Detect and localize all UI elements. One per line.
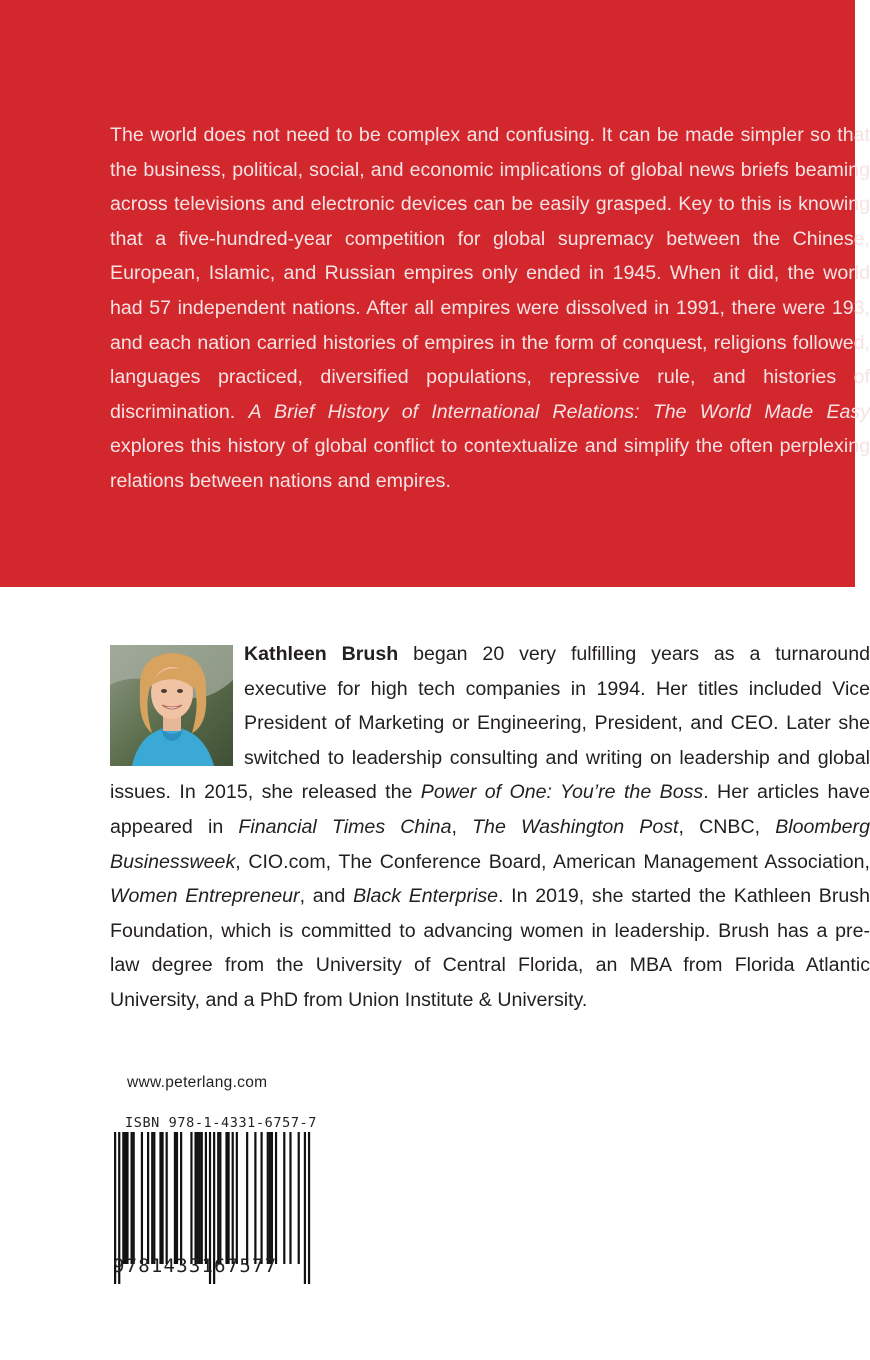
bio-text: , and	[299, 885, 354, 908]
description-text-end: explores this history of global conflict to contextualize and simplify the often perplexing relations between nations and empires.	[110, 435, 870, 492]
barcode-bar	[199, 1132, 201, 1264]
book-description	[110, 118, 870, 499]
publication-name: Bloomberg Businessweek	[110, 815, 870, 873]
description-text: The world does not need to be complex and confusing. It can be made simpler so that the business, political, social, and economic implications of global news briefs beaming across televisions and electronic devices can be easily grasped. Key to this is knowing that a five-hundred-year competition for global supremacy between the Chinese, European, Islamic, and Russian empires only ended in 1945. When it did, the world had 57 independent nations. After all empires were dissolved in 1991, there were 193, and each nation carried histories of empires in the form of conquest, religions followed, languages practiced, diversified populations, repressive rule, and histories of discrimination.	[110, 124, 870, 423]
barcode-bar	[161, 1132, 163, 1264]
barcode-bar	[304, 1132, 306, 1284]
bio-text: ,	[451, 815, 473, 838]
barcode-bar	[275, 1132, 277, 1264]
barcode-bar	[180, 1132, 182, 1264]
barcode-bar	[159, 1132, 161, 1264]
barcode-bar	[133, 1132, 135, 1264]
publication-name: Financial Times China	[238, 815, 452, 838]
isbn-label: ISBN 978-1-4331-6757-7	[125, 1115, 318, 1131]
barcode-bar	[271, 1132, 273, 1264]
barcode-bar	[166, 1132, 168, 1264]
barcode-bar	[151, 1132, 153, 1264]
description-paragraph	[110, 118, 870, 499]
barcode-bar	[131, 1132, 133, 1264]
barcode-bar	[124, 1132, 126, 1264]
barcode-bar	[201, 1132, 203, 1264]
bio-text: , CIO.com, The Conference Board, American Management Association,	[235, 850, 870, 873]
barcode-bar	[217, 1132, 219, 1264]
barcode-bar	[267, 1132, 269, 1264]
barcode-bar	[227, 1132, 229, 1264]
bio-paragraph	[110, 637, 870, 1018]
publisher-website: www.peterlang.com	[127, 1074, 268, 1091]
barcode-bar	[122, 1132, 124, 1264]
barcode-digits: 9781433167577	[113, 1255, 278, 1277]
publication-name: Black Enterprise	[353, 885, 499, 908]
bio-text: began 20 very fulfilling years as a turnaround executive for high tech companies in 1994. Her titles included Vice President of Marketing or Engineering, President, and CEO. Later she switched to leadership consulting and writing on leadership and global issues. In 2015, she released the	[110, 643, 870, 804]
bio-text: . Her articles have appeared in	[110, 781, 870, 838]
barcode-bar	[219, 1132, 221, 1264]
barcode-bar	[232, 1132, 234, 1264]
barcode-bar	[283, 1132, 285, 1264]
barcode-bar	[260, 1132, 262, 1264]
barcode-bar	[176, 1132, 178, 1264]
barcode-bar	[298, 1132, 300, 1264]
publication-name: Women Entrepreneur	[110, 885, 300, 908]
barcode-bar	[254, 1132, 256, 1264]
publication-name: The Washington Post	[472, 815, 679, 838]
barcode-bar	[289, 1132, 291, 1264]
barcode-bar	[126, 1132, 128, 1264]
author-name: Kathleen Brush	[244, 643, 399, 665]
barcode-bar	[190, 1132, 192, 1264]
barcode-bar	[194, 1132, 196, 1264]
author-book-title: Power of One: You’re the Boss	[420, 781, 704, 804]
bio-text: , CNBC,	[678, 815, 776, 838]
barcode-bar	[174, 1132, 176, 1264]
barcode-bar	[153, 1132, 155, 1264]
bio-text: . In 2019, she started the Kathleen Brush Foundation, which is committed to advancing women in leadership. Brush has a pre-law degree from the University of Central Florida, an MBA from Florida Atlantic University, and a PhD from Union Institute & University.	[110, 885, 870, 1011]
barcode-bar	[141, 1132, 143, 1264]
book-title: A Brief History of International Relations: The World Made Easy	[248, 400, 870, 423]
barcode-bar	[308, 1132, 310, 1284]
barcode-bar	[246, 1132, 248, 1264]
barcode-bar	[205, 1132, 207, 1264]
barcode-bar	[236, 1132, 238, 1264]
barcode-bar	[147, 1132, 149, 1264]
barcode-bar	[197, 1132, 199, 1264]
author-bio	[110, 637, 870, 1018]
barcode-bar	[225, 1132, 227, 1264]
barcode-bar	[269, 1132, 271, 1264]
